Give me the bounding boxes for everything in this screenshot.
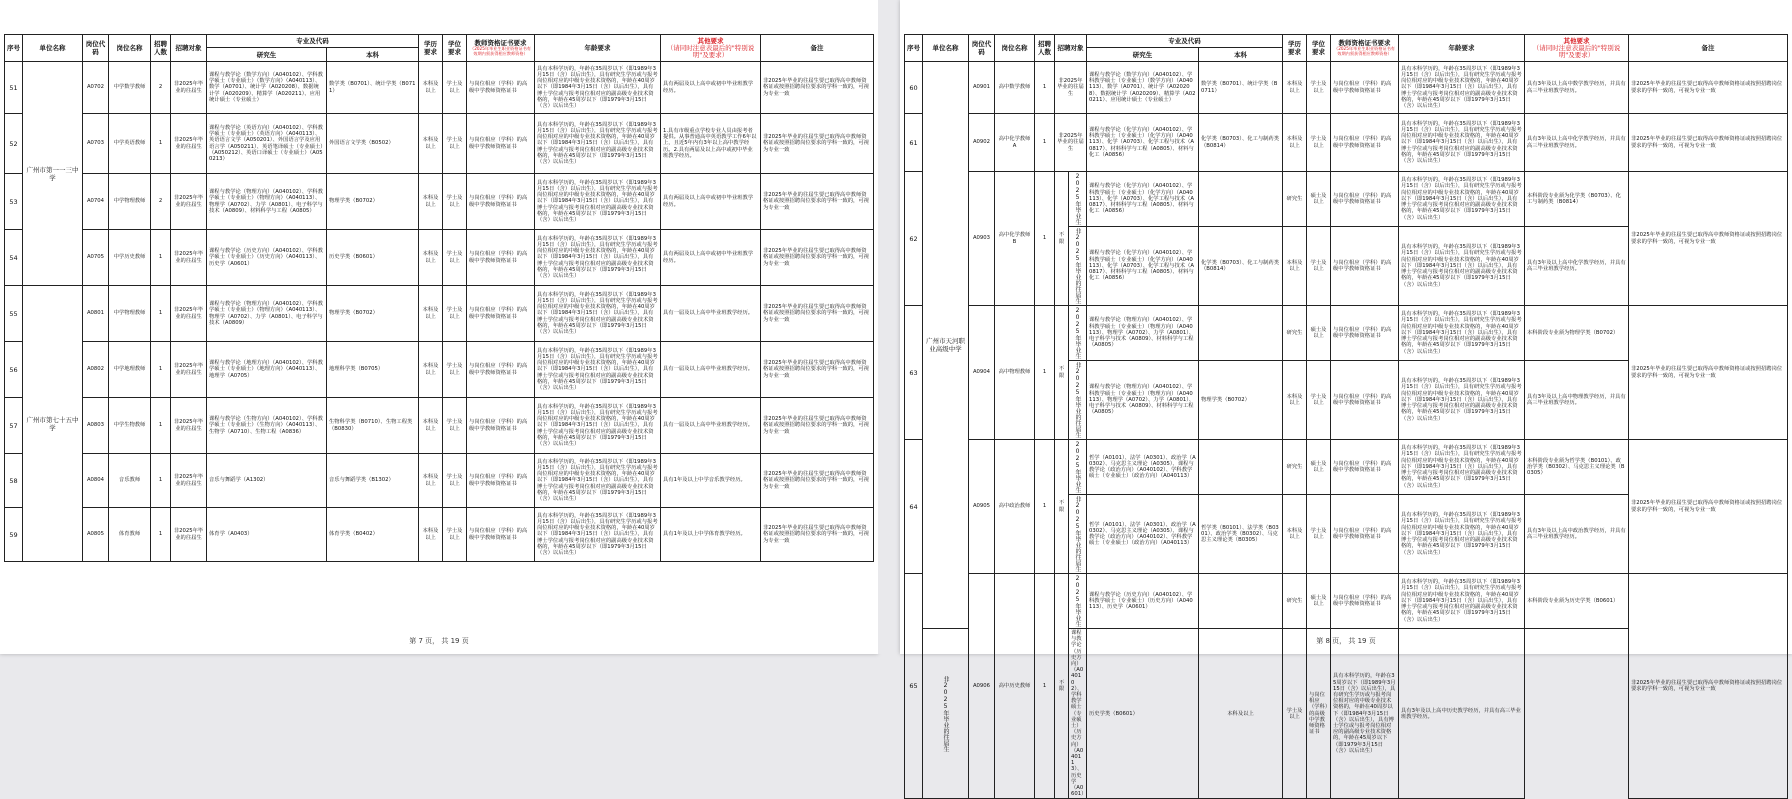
cell-target: 非2025年毕业的往届生 — [171, 342, 207, 398]
cell-remark: 非2025年毕业的往届生要已取得高中教师资格证或按照招聘岗位要求的学科一致的，可视为专业一致 — [761, 62, 874, 114]
cell-ug-major: 物理学类（B0702） — [1199, 361, 1283, 440]
cell-edu: 本科及以上 — [419, 286, 443, 342]
cell-age: 具有本科学历的，年龄在35周岁以下（即1989年3月15日（含）以后出生），具有研究生学历或与报考岗位相对应的中级专业技术资格的，年龄在40周岁以下（即1984年3月15日（含）以后出生），具有博士学位或与报考岗位相对应的副高级专业技术资格的，年龄在45周岁以下（即1979年3月15日（含）以后出生） — [1399, 495, 1525, 574]
cell-grad-major: 课程与教学论（物理方向）（A040102）、学科教学硕士（专业硕士）（物理方向）（A040113）、物理学（A0702）、力学（A0801）、电子科学与技术（A0809） — [207, 286, 327, 342]
header-remark: 备注 — [1629, 35, 1788, 62]
cell-cert: 与岗位相应（学科）的高级中学教师资格证书 — [1331, 440, 1399, 495]
cell-target-sub: 2025年毕业生 — [1069, 574, 1087, 629]
cell-other: 本科阶段专业须为历史学类（B0601） — [1525, 574, 1629, 629]
cell-name: 高中物理教师 — [995, 306, 1035, 440]
cell-age: 具有本科学历的，年龄在35周岁以下（即1989年3月15日（含）以后出生），具有研究生学历或与报考岗位相对应的中级专业技术资格的，年龄在40周岁以下（即1984年3月15日（含）以后出生），具有博士学位或与报考岗位相对应的副高级专业技术资格的，年龄在45周岁以下（即1979年3月15日（含）以后出生） — [535, 62, 661, 114]
cell-count: 1 — [151, 454, 171, 508]
header-other-note: （请同时注意表最后的"特别说明"及要求） — [666, 43, 755, 59]
header-edu: 学历要求 — [419, 35, 443, 62]
cell-count: 1 — [1035, 114, 1055, 172]
cell-count: 1 — [151, 398, 171, 454]
cell-age: 具有本科学历的，年龄在35周岁以下（即1989年3月15日（含）以后出生），具有研究生学历或与报考岗位相对应的中级专业技术资格的，年龄在40周岁以下（即1984年3月15日（含）以后出生），具有博士学位或与报考岗位相对应的副高级专业技术资格的，年龄在45周岁以下（即1979年3月15日（含）以后出生） — [1331, 629, 1399, 799]
cell-grad-major: 课程与教学论（英语方向）（A040102）、学科教学硕士（专业硕士）（英语方向）（A040113）、英语语言文学（A050201）、外国语言学及应用语言学（A050211）、英语笔译硕士（专业硕士）（A050212）、英语口译硕士（专业硕士）（A050213） — [207, 114, 327, 174]
cell-cert: 与岗位相应（学科）的高级中学教师资格证书 — [467, 342, 535, 398]
header-count: 招聘人数 — [151, 35, 171, 62]
cell-ug-major: 外国语言文学类（B0502） — [327, 114, 419, 174]
cell-seq: 56 — [5, 342, 23, 398]
cell-remark: 非2025年毕业的往届生要已取得高中教师资格证或按照招聘岗位要求的学科一致的，可视为专业一致 — [1629, 440, 1788, 574]
cell-seq: 61 — [905, 114, 923, 172]
cell-code: A0803 — [83, 398, 109, 454]
cell-remark: 非2025年毕业的往届生要已取得高中教师资格证或按照招聘岗位要求的学科一致的，可视为专业一致 — [1629, 114, 1788, 172]
cell-target-sub: 非2025年毕业的往届生 — [923, 629, 969, 799]
cell-code: A0901 — [969, 62, 995, 114]
cell-age: 具有本科学历的，年龄在35周岁以下（即1989年3月15日（含）以后出生），具有研究生学历或与报考岗位相对应的中级专业技术资格的，年龄在40周岁以下（即1984年3月15日（含）以后出生），具有博士学位或与报考岗位相对应的副高级专业技术资格的，年龄在45周岁以下（即1979年3月15日（含）以后出生） — [535, 230, 661, 286]
cell-age: 具有本科学历的，年龄在35周岁以下（即1989年3月15日（含）以后出生），具有研究生学历或与报考岗位相对应的中级专业技术资格的，年龄在40周岁以下（即1984年3月15日（含）以后出生），具有博士学位或与报考岗位相对应的副高级专业技术资格的，年龄在45周岁以下（即1979年3月15日（含）以后出生） — [535, 454, 661, 508]
cell-grad-major: 课程与教学论（生物方向）（A040102）、学科教学硕士（专业硕士）（生物方向）（A040113）、生物学（A0710）、生物工程（A0836） — [207, 398, 327, 454]
cell-edu: 本科及以上 — [419, 230, 443, 286]
cell-edu: 本科及以上 — [1283, 62, 1307, 114]
cell-age: 具有本科学历的，年龄在35周岁以下（即1989年3月15日（含）以后出生），具有研究生学历或与报考岗位相对应的中级专业技术资格的，年龄在40周岁以下（即1984年3月15日（含）以后出生），具有博士学位或与报考岗位相对应的副高级专业技术资格的，年龄在45周岁以下（即1979年3月15日（含）以后出生） — [535, 174, 661, 230]
cell-cert: 与岗位相应（学科）的高级中学教师资格证书 — [467, 508, 535, 562]
cell-target: 非2025年毕业的往届生 — [171, 508, 207, 562]
header-seq: 序号 — [5, 35, 23, 62]
header-age: 年龄要求 — [1399, 35, 1525, 62]
cell-count: 2 — [151, 62, 171, 114]
header-other — [1525, 35, 1629, 62]
cell-degree: 学士及以上 — [1307, 361, 1331, 440]
cell-edu: 本科及以上 — [419, 342, 443, 398]
cell-target: 非2025年毕业的往届生 — [171, 62, 207, 114]
cell-age: 具有本科学历的，年龄在35周岁以下（即1989年3月15日（含）以后出生），具有研究生学历或与报考岗位相对应的中级专业技术资格的，年龄在40周岁以下（即1984年3月15日（含）以后出生），具有博士学位或与报考岗位相对应的副高级专业技术资格的，年龄在45周岁以下（即1979年3月15日（含）以后出生） — [1399, 440, 1525, 495]
cell-ug-major — [1199, 574, 1283, 629]
cell-seq: 59 — [5, 508, 23, 562]
cell-other: 1.具有市级重点学校专业人员由报考者提供。从事普通高中英语教学工作6年以上，且近5年内有3年以上高中教学经历。2.具有两届及以上高中或初中毕业班教学经历。 — [661, 114, 761, 174]
table-row — [5, 286, 874, 342]
cell-cert: 与岗位相应（学科）的高级中学教师资格证书 — [467, 230, 535, 286]
cell-grad-major: 课程与教学论（物理方向）（A040102）、学科教学硕士（专业硕士）（物理方向）（A040113）、物理学（A0702）、力学（A0801）、电子科学与技术（A0809）、材料科学与工程（A0805） — [207, 174, 327, 230]
cell-seq: 63 — [905, 306, 923, 440]
cell-unit: 广州市天河职业高级中学 — [923, 62, 969, 629]
cell-edu: 本科及以上 — [419, 454, 443, 508]
cell-remark: 非2025年毕业的往届生要已取得高中教师资格证或按照招聘岗位要求的学科一致的，可视为专业一致 — [1629, 306, 1788, 440]
table-row — [5, 398, 874, 454]
header-unit: 单位名称 — [23, 35, 83, 62]
table-row — [5, 62, 874, 114]
cell-other: 具有一届及以上高中毕业班教学经历。 — [661, 342, 761, 398]
cell-cert: 与岗位相应（学科）的高级中学教师资格证书 — [1331, 495, 1399, 574]
cell-seq: 62 — [905, 172, 923, 306]
cell-code: A0704 — [83, 174, 109, 230]
cell-count: 1 — [1035, 574, 1055, 799]
header-grad: 研究生 — [207, 48, 327, 62]
table-row — [5, 174, 874, 230]
cell-other: 具有3年及以上高中政治教学经历，并具有高三毕业班教学经历。 — [1525, 495, 1629, 574]
cell-code: A0903 — [969, 172, 995, 306]
cell-grad-major: 哲学（A0101）、法学（A0301）、政治学（A0302）、马克思主义理论（A0305）、课程与教学论（政治方向）（A040102）、学科教学硕士（专业硕士）（政治方向）（A040113） — [1087, 440, 1199, 495]
cell-grad-major: 课程与教学论（历史方向）（A040102）、学科教学硕士（专业硕士）（历史方向）（A040113）、历史学（A0601） — [207, 230, 327, 286]
cell-grad-major: 音乐与舞蹈学（A1302） — [207, 454, 327, 508]
cell-age: 具有本科学历的，年龄在35周岁以下（即1989年3月15日（含）以后出生），具有研究生学历或与报考岗位相对应的中级专业技术资格的，年龄在40周岁以下（即1984年3月15日（含）以后出生），具有博士学位或与报考岗位相对应的副高级专业技术资格的，年龄在45周岁以下（即1979年3月15日（含）以后出生） — [1399, 172, 1525, 227]
cell-name: 中学物理教师 — [109, 174, 151, 230]
cell-other: 具有两届及以上高中或初中毕业班教学经历。 — [661, 62, 761, 114]
header-count: 招聘人数 — [1035, 35, 1055, 62]
cell-count: 1 — [1035, 440, 1055, 574]
cell-seq: 64 — [905, 440, 923, 574]
header-degree: 学位要求 — [443, 35, 467, 62]
cell-age: 具有本科学历的，年龄在35周岁以下（即1989年3月15日（含）以后出生），具有研究生学历或与报考岗位相对应的中级专业技术资格的，年龄在40周岁以下（即1984年3月15日（含）以后出生），具有博士学位或与报考岗位相对应的副高级专业技术资格的，年龄在45周岁以下（即1979年3月15日（含）以后出生） — [1399, 227, 1525, 306]
header-cert-note: （2025年毕业生职业资格证书有效期内须获得相应教师资格） — [1334, 46, 1395, 56]
cell-ug-major: 物理学类（B0702） — [327, 286, 419, 342]
cell-ug-major: 历史学类（B0601） — [327, 230, 419, 286]
cell-target-sub: 非2025年毕业的往届生 — [1069, 227, 1087, 306]
cell-remark: 非2025年毕业的往届生要已取得高中教师资格证或按照招聘岗位要求的学科一致的，可视为专业一致 — [761, 286, 874, 342]
cell-other: 本科阶段专业须为哲学类（B0101）、政治学类（B0302）、马克思主义理论类（B0305） — [1525, 440, 1629, 495]
cell-remark: 非2025年毕业的往届生要已取得高中教师资格证或按照招聘岗位要求的学科一致的，可视为专业一致 — [761, 114, 874, 174]
table-row — [905, 574, 1788, 629]
cell-degree: 学士及以上 — [1283, 629, 1307, 799]
cell-target-sub: 非2025年毕业的往届生 — [1069, 361, 1087, 440]
header-code: 岗位代码 — [969, 35, 995, 62]
header-undergrad: 本科 — [327, 48, 419, 62]
document-page-8 — [900, 0, 1792, 798]
cell-name: 中学英语教师 — [109, 114, 151, 174]
cell-unit: 广州市第七十五中学 — [23, 286, 83, 562]
cell-age: 具有本科学历的，年龄在35周岁以下（即1989年3月15日（含）以后出生），具有研究生学历或与报考岗位相对应的中级专业技术资格的，年龄在40周岁以下（即1984年3月15日（含）以后出生），具有博士学位或与报考岗位相对应的副高级专业技术资格的，年龄在45周岁以下（即1979年3月15日（含）以后出生） — [535, 398, 661, 454]
cell-edu: 研究生 — [1283, 440, 1307, 495]
header-cert — [467, 35, 535, 62]
cell-degree: 硕士及以上 — [1307, 440, 1331, 495]
header-other — [661, 35, 761, 62]
cell-code: A0906 — [969, 574, 995, 799]
cell-count: 2 — [151, 174, 171, 230]
cell-target-group: 不限 — [1055, 306, 1069, 440]
cell-target-sub: 非2025年毕业的往届生 — [1069, 495, 1087, 574]
cell-degree: 学士及以上 — [443, 62, 467, 114]
cell-cert: 与岗位相应（学科）的高级中学教师资格证书 — [1307, 629, 1331, 799]
cell-age: 具有本科学历的，年龄在35周岁以下（即1989年3月15日（含）以后出生），具有研究生学历或与报考岗位相对应的中级专业技术资格的，年龄在40周岁以下（即1984年3月15日（含）以后出生），具有博士学位或与报考岗位相对应的副高级专业技术资格的，年龄在45周岁以下（即1979年3月15日（含）以后出生） — [535, 508, 661, 562]
cell-ug-major: 哲学类（B0101）、法学类（B0301）、政治学类（B0302）、马克思主义理论类（B0305） — [1199, 495, 1283, 574]
cell-degree: 学士及以上 — [443, 230, 467, 286]
cell-cert: 与岗位相应（学科）的高级中学教师资格证书 — [1331, 306, 1399, 361]
cell-cert: 与岗位相应（学科）的高级中学教师资格证书 — [467, 114, 535, 174]
cell-age: 具有本科学历的，年龄在35周岁以下（即1989年3月15日（含）以后出生），具有研究生学历或与报考岗位相对应的中级专业技术资格的，年龄在40周岁以下（即1984年3月15日（含）以后出生），具有博士学位或与报考岗位相对应的副高级专业技术资格的，年龄在45周岁以下（即1979年3月15日（含）以后出生） — [1399, 62, 1525, 114]
header-seq: 序号 — [905, 35, 923, 62]
table-row — [905, 114, 1788, 172]
cell-other: 具有两届及以上高中或初中毕业班教学经历。 — [661, 230, 761, 286]
cell-edu: 本科及以上 — [419, 508, 443, 562]
cell-degree: 学士及以上 — [443, 454, 467, 508]
cell-degree: 学士及以上 — [443, 508, 467, 562]
cell-degree: 学士及以上 — [443, 174, 467, 230]
cell-grad-major: 课程与教学论（历史方向）（A040102）、学科教学硕士（专业硕士）（历史方向）（A040113）、历史学（A0601） — [1087, 574, 1199, 629]
document-page-7 — [0, 0, 878, 654]
cell-other: 本科阶段专业须为化学类（B0703）、化工与制药类（B0814） — [1525, 172, 1629, 227]
cell-grad-major: 哲学（A0101）、法学（A0301）、政治学（A0302）、马克思主义理论（A0305）、课程与教学论（政治方向）（A040102）、学科教学硕士（专业硕士）（政治方向）（A040113） — [1087, 495, 1199, 574]
cell-name: 高中化学教师B — [995, 172, 1035, 306]
cell-cert: 与岗位相应（学科）的高级中学教师资格证书 — [1331, 62, 1399, 114]
header-degree: 学位要求 — [1307, 35, 1331, 62]
cell-seq: 54 — [5, 230, 23, 286]
cell-degree: 学士及以上 — [443, 114, 467, 174]
cell-target-group: 不限 — [1055, 172, 1069, 306]
cell-code: A0802 — [83, 342, 109, 398]
cell-edu: 本科及以上 — [1283, 361, 1307, 440]
cell-seq: 52 — [5, 114, 23, 174]
cell-count: 1 — [151, 508, 171, 562]
cell-other: 具有3年及以上高中历史教学经历，并具有高三毕业班教学经历。 — [1399, 629, 1525, 799]
recruitment-table-page-8 — [904, 34, 1788, 799]
header-cert-note: （2025年毕业生职业资格证书有效期内须获得相应教师资格） — [470, 46, 531, 56]
cell-other: 本科阶段专业须为物理学类（B0702） — [1525, 306, 1629, 361]
cell-count: 1 — [1035, 172, 1055, 306]
cell-target-group: 不限 — [1055, 440, 1069, 574]
cell-name: 音乐教师 — [109, 454, 151, 508]
cell-remark: 非2025年毕业的往届生要已取得高中教师资格证或按照招聘岗位要求的学科一致的，可视为专业一致 — [1629, 574, 1788, 799]
cell-degree: 硕士及以上 — [1307, 172, 1331, 227]
cell-code: A0905 — [969, 440, 995, 574]
cell-target: 非2025年毕业的往届生 — [1055, 62, 1087, 114]
cell-name: 中学地理教师 — [109, 342, 151, 398]
cell-other: 具有一届及以上高中毕业班教学经历。 — [661, 398, 761, 454]
cell-code: A0702 — [83, 62, 109, 114]
cell-target: 非2025年毕业的往届生 — [171, 230, 207, 286]
cell-name: 高中化学教师A — [995, 114, 1035, 172]
cell-seq: 57 — [5, 398, 23, 454]
cell-edu: 本科及以上 — [419, 62, 443, 114]
header-edu: 学历要求 — [1283, 35, 1307, 62]
cell-target: 非2025年毕业的往届生 — [171, 398, 207, 454]
cell-grad-major: 课程与教学论（化学方向）（A040102）、学科教学硕士（专业硕士）（化学方向）（A040113）、化学（A0703）、化学工程与技术（A0817）、材料科学与工程（A0805）、材料与化工（A0856） — [1087, 114, 1199, 172]
cell-age: 具有本科学历的，年龄在35周岁以下（即1989年3月15日（含）以后出生），具有研究生学历或与报考岗位相对应的中级专业技术资格的，年龄在40周岁以下（即1984年3月15日（含）以后出生），具有博士学位或与报考岗位相对应的副高级专业技术资格的，年龄在45周岁以下（即1979年3月15日（含）以后出生） — [1399, 361, 1525, 440]
page-footer: 第 7 页， 共 19 页 — [409, 637, 469, 645]
cell-remark: 非2025年毕业的往届生要已取得高中教师资格证或按照招聘岗位要求的学科一致的，可视为专业一致 — [761, 454, 874, 508]
cell-name: 高中历史教师 — [995, 574, 1035, 799]
header-major-group: 专业及代码 — [207, 35, 419, 48]
cell-degree: 学士及以上 — [1307, 62, 1331, 114]
cell-degree: 学士及以上 — [443, 398, 467, 454]
cell-age: 具有本科学历的，年龄在35周岁以下（即1989年3月15日（含）以后出生），具有研究生学历或与报考岗位相对应的中级专业技术资格的，年龄在40周岁以下（即1984年3月15日（含）以后出生），具有博士学位或与报考岗位相对应的副高级专业技术资格的，年龄在45周岁以下（即1979年3月15日（含）以后出生） — [535, 342, 661, 398]
cell-age: 具有本科学历的，年龄在35周岁以下（即1989年3月15日（含）以后出生），具有研究生学历或与报考岗位相对应的中级专业技术资格的，年龄在40周岁以下（即1984年3月15日（含）以后出生），具有博士学位或与报考岗位相对应的副高级专业技术资格的，年龄在45周岁以下（即1979年3月15日（含）以后出生） — [1399, 574, 1525, 629]
cell-degree: 学士及以上 — [443, 286, 467, 342]
cell-ug-major: 体育学类（B0402） — [327, 508, 419, 562]
cell-code: A0801 — [83, 286, 109, 342]
header-other-label: 其他要求 — [1563, 36, 1590, 45]
cell-code: A0904 — [969, 306, 995, 440]
cell-name: 中学生物教师 — [109, 398, 151, 454]
cell-edu: 研究生 — [1283, 306, 1307, 361]
cell-remark: 非2025年毕业的往届生要已取得高中教师资格证或按照招聘岗位要求的学科一致的，可视为专业一致 — [761, 508, 874, 562]
cell-name: 高中数学教师 — [995, 62, 1035, 114]
cell-grad-major: 课程与教学论（化学方向）（A040102）、学科教学硕士（专业硕士）（化学方向）（A040113）、化学（A0703）、化学工程与技术（A0817）、材料科学与工程（A0805）、材料与化工（A0856） — [1087, 227, 1199, 306]
cell-remark: 非2025年毕业的往届生要已取得高中教师资格证或按照招聘岗位要求的学科一致的，可视为专业一致 — [761, 174, 874, 230]
table-row — [905, 440, 1788, 495]
cell-name: 高中政治教师 — [995, 440, 1035, 574]
header-cert-label: 教师资格证书要求 — [474, 39, 527, 48]
cell-degree: 学士及以上 — [443, 342, 467, 398]
cell-name: 中学历史教师 — [109, 230, 151, 286]
cell-code: A0902 — [969, 114, 995, 172]
table-row — [5, 508, 874, 562]
cell-edu: 本科及以上 — [1283, 495, 1307, 574]
cell-grad-major: 课程与教学论（数学方向）（A040102）、学科教学硕士（专业硕士）（数学方向）（A040113）、数学（A0701）、统计学（A020208）、数据统计学（A020209）、精算学（A020211）、应用统计硕士（专业硕士） — [207, 62, 327, 114]
cell-other: 具有两届及以上高中或初中毕业班教学经历。 — [661, 174, 761, 230]
cell-cert: 与岗位相应（学科）的高级中学教师资格证书 — [467, 62, 535, 114]
cell-target-sub: 2025年毕业生 — [1069, 306, 1087, 361]
cell-ug-major — [1199, 440, 1283, 495]
header-undergrad: 本科 — [1199, 48, 1283, 62]
cell-ug-major: 地理科学类（B0705） — [327, 342, 419, 398]
cell-name: 中学物理教师 — [109, 286, 151, 342]
cell-edu: 本科及以上 — [419, 398, 443, 454]
cell-target: 非2025年毕业的往届生 — [171, 286, 207, 342]
cell-target-sub: 2025年毕业生 — [1069, 172, 1087, 227]
cell-cert: 与岗位相应（学科）的高级中学教师资格证书 — [1331, 361, 1399, 440]
cell-code: A0804 — [83, 454, 109, 508]
table-row — [5, 454, 874, 508]
cell-target-group: 不限 — [1055, 574, 1069, 799]
cell-name: 中学数学教师 — [109, 62, 151, 114]
table-row — [5, 114, 874, 174]
cell-remark: 非2025年毕业的往届生要已取得高中教师资格证或按照招聘岗位要求的学科一致的，可视为专业一致 — [761, 342, 874, 398]
cell-other: 具有一届及以上高中毕业班教学经历。 — [661, 286, 761, 342]
cell-seq: 58 — [5, 454, 23, 508]
table-row — [905, 306, 1788, 361]
header-cert-label: 教师资格证书要求 — [1338, 39, 1391, 48]
cell-other: 具有1年及以上中学体育教学经历。 — [661, 508, 761, 562]
cell-remark: 非2025年毕业的往届生要已取得高中教师资格证或按照招聘岗位要求的学科一致的，可视为专业一致 — [1629, 62, 1788, 114]
cell-edu: 本科及以上 — [1199, 629, 1283, 799]
cell-other: 具有3年及以上高中化学教学经历，并具有高三毕业班教学经历。 — [1525, 114, 1629, 172]
header-major-group: 专业及代码 — [1087, 35, 1283, 48]
cell-other: 具有3年及以上高中化学教学经历，并具有高三毕业班教学经历。 — [1525, 227, 1629, 306]
cell-count: 1 — [151, 286, 171, 342]
cell-cert: 与岗位相应（学科）的高级中学教师资格证书 — [467, 174, 535, 230]
cell-age: 具有本科学历的，年龄在35周岁以下（即1989年3月15日（含）以后出生），具有研究生学历或与报考岗位相对应的中级专业技术资格的，年龄在40周岁以下（即1984年3月15日（含）以后出生），具有博士学位或与报考岗位相对应的副高级专业技术资格的，年龄在45周岁以下（即1979年3月15日（含）以后出生） — [535, 286, 661, 342]
page-footer: 第 8 页， 共 19 页 — [1316, 637, 1376, 645]
cell-degree: 学士及以上 — [1307, 114, 1331, 172]
cell-seq: 51 — [5, 62, 23, 114]
page-gutter — [878, 0, 900, 654]
cell-edu: 本科及以上 — [419, 174, 443, 230]
cell-target: 非2025年毕业的往届生 — [1055, 114, 1087, 172]
cell-count: 1 — [151, 342, 171, 398]
cell-cert: 与岗位相应（学科）的高级中学教师资格证书 — [467, 286, 535, 342]
cell-remark: 非2025年毕业的往届生要已取得高中教师资格证或按照招聘岗位要求的学科一致的，可视为专业一致 — [1629, 172, 1788, 306]
cell-ug-major: 物理学类（B0702） — [327, 174, 419, 230]
header-grad: 研究生 — [1087, 48, 1199, 62]
cell-count: 1 — [1035, 62, 1055, 114]
cell-edu: 本科及以上 — [419, 114, 443, 174]
recruitment-table-page-7 — [4, 34, 874, 562]
header-unit: 单位名称 — [923, 35, 969, 62]
header-name: 岗位名称 — [109, 35, 151, 62]
cell-edu: 研究生 — [1283, 172, 1307, 227]
table-row — [905, 172, 1788, 227]
cell-edu: 本科及以上 — [1283, 227, 1307, 306]
cell-remark: 非2025年毕业的往届生要已取得高中教师资格证或按照招聘岗位要求的学科一致的，可视为专业一致 — [761, 230, 874, 286]
cell-cert: 与岗位相应（学科）的高级中学教师资格证书 — [1331, 172, 1399, 227]
cell-grad-major: 课程与教学论（地理方向）（A040102）、学科教学硕士（专业硕士）（地理方向）（A040113）、地理学（A0705） — [207, 342, 327, 398]
cell-cert: 与岗位相应（学科）的高级中学教师资格证书 — [1331, 574, 1399, 629]
header-age: 年龄要求 — [535, 35, 661, 62]
header-other-label: 其他要求 — [697, 36, 724, 45]
cell-count: 1 — [151, 114, 171, 174]
cell-degree: 硕士及以上 — [1307, 306, 1331, 361]
cell-grad-major: 课程与教学论（物理方向）（A040102）、学科教学硕士（专业硕士）（物理方向）（A040113）、物理学（A0702）、力学（A0801）、电子科学与技术（A0809）、材料科学与工程（A0805） — [1087, 306, 1199, 361]
cell-ug-major — [1199, 306, 1283, 361]
header-target: 招聘对象 — [1055, 35, 1087, 62]
cell-ug-major: 数学类（B0701）、统计学类（B0711） — [327, 62, 419, 114]
cell-code: A0705 — [83, 230, 109, 286]
cell-edu: 本科及以上 — [1283, 114, 1307, 172]
cell-ug-major: 化学类（B0703）、化工与制药类（B0814） — [1199, 114, 1283, 172]
cell-cert: 与岗位相应（学科）的高级中学教师资格证书 — [467, 398, 535, 454]
cell-ug-major: 生物科学类（B0710）、生物工程类（B0830） — [327, 398, 419, 454]
header-other-note: （请同时注意表最后的"特别说明"及要求） — [1532, 43, 1621, 59]
cell-seq: 65 — [905, 574, 923, 799]
cell-degree: 学士及以上 — [1307, 227, 1331, 306]
cell-ug-major: 化学类（B0703）、化工与制药类（B0814） — [1199, 227, 1283, 306]
cell-age: 具有本科学历的，年龄在35周岁以下（即1989年3月15日（含）以后出生），具有研究生学历或与报考岗位相对应的中级专业技术资格的，年龄在40周岁以下（即1984年3月15日（含）以后出生），具有博士学位或与报考岗位相对应的副高级专业技术资格的，年龄在45周岁以下（即1979年3月15日（含）以后出生） — [535, 114, 661, 174]
header-remark: 备注 — [761, 35, 874, 62]
cell-ug-major: 音乐与舞蹈学类（B1302） — [327, 454, 419, 508]
cell-cert: 与岗位相应（学科）的高级中学教师资格证书 — [467, 454, 535, 508]
header-code: 岗位代码 — [83, 35, 109, 62]
cell-target-sub: 2025年毕业生 — [1069, 440, 1087, 495]
cell-target: 非2025年毕业的往届生 — [171, 454, 207, 508]
cell-code: A0703 — [83, 114, 109, 174]
cell-remark: 非2025年毕业的往届生要已取得高中教师资格证或按照招聘岗位要求的学科一致的，可视为专业一致 — [761, 398, 874, 454]
cell-name: 体育教师 — [109, 508, 151, 562]
cell-grad-major: 课程与教学论（化学方向）（A040102）、学科教学硕士（专业硕士）（化学方向）（A040113）、化学（A0703）、化学工程与技术（A0817）、材料科学与工程（A0805）、材料与化工（A0856） — [1087, 172, 1199, 227]
cell-age: 具有本科学历的，年龄在35周岁以下（即1989年3月15日（含）以后出生），具有研究生学历或与报考岗位相对应的中级专业技术资格的，年龄在40周岁以下（即1984年3月15日（含）以后出生），具有博士学位或与报考岗位相对应的副高级专业技术资格的，年龄在45周岁以下（即1979年3月15日（含）以后出生） — [1399, 114, 1525, 172]
cell-edu: 研究生 — [1283, 574, 1307, 629]
table-row — [5, 342, 874, 398]
cell-other: 具有1年及以上中学音乐教学经历。 — [661, 454, 761, 508]
cell-grad-major: 课程与教学论（物理方向）（A040102）、学科教学硕士（专业硕士）（物理方向）（A040113）、物理学（A0702）、力学（A0801）、电子科学与技术（A0809）、材料科学与工程（A0805） — [1087, 361, 1199, 440]
cell-ug-major: 数学类（B0701）、统计学类（B0711） — [1199, 62, 1283, 114]
cell-ug-major: 历史学类（B0601） — [1087, 629, 1199, 799]
cell-count: 1 — [1035, 306, 1055, 440]
cell-age: 具有本科学历的，年龄在35周岁以下（即1989年3月15日（含）以后出生），具有研究生学历或与报考岗位相对应的中级专业技术资格的，年龄在40周岁以下（即1984年3月15日（含）以后出生），具有博士学位或与报考岗位相对应的副高级专业技术资格的，年龄在45周岁以下（即1979年3月15日（含）以后出生） — [1399, 306, 1525, 361]
table-row — [5, 230, 874, 286]
cell-other: 具有3年及以上高中数学教学经历，并具有高三毕业班教学经历。 — [1525, 62, 1629, 114]
cell-seq: 60 — [905, 62, 923, 114]
cell-count: 1 — [151, 230, 171, 286]
cell-grad-major: 体育学（A0403） — [207, 508, 327, 562]
cell-target: 非2025年毕业的往届生 — [171, 174, 207, 230]
cell-code: A0805 — [83, 508, 109, 562]
cell-unit: 广州市第一一三中学 — [23, 62, 83, 286]
table-row — [905, 62, 1788, 114]
header-cert — [1331, 35, 1399, 62]
header-target: 招聘对象 — [171, 35, 207, 62]
cell-grad-major: 课程与教学论（历史方向）（A040102）、学科教学硕士（专业硕士）（历史方向）（A040113）、历史学（A0601） — [1069, 629, 1087, 799]
cell-ug-major — [1199, 172, 1283, 227]
cell-cert: 与岗位相应（学科）的高级中学教师资格证书 — [1331, 227, 1399, 306]
cell-cert: 与岗位相应（学科）的高级中学教师资格证书 — [1331, 114, 1399, 172]
cell-degree: 硕士及以上 — [1307, 574, 1331, 629]
cell-other: 具有3年及以上高中物理教学经历，并具有高三毕业班教学经历。 — [1525, 361, 1629, 440]
cell-target: 非2025年毕业的往届生 — [171, 114, 207, 174]
cell-seq: 55 — [5, 286, 23, 342]
cell-grad-major: 课程与教学论（数学方向）（A040102）、学科教学硕士（专业硕士）（数学方向）（A040113）、数学（A0701）、统计学（A020208）、数据统计学（A020209）、精算学（A020211）、应用统计硕士（专业硕士） — [1087, 62, 1199, 114]
cell-seq: 53 — [5, 174, 23, 230]
header-name: 岗位名称 — [995, 35, 1035, 62]
cell-degree: 学士及以上 — [1307, 495, 1331, 574]
